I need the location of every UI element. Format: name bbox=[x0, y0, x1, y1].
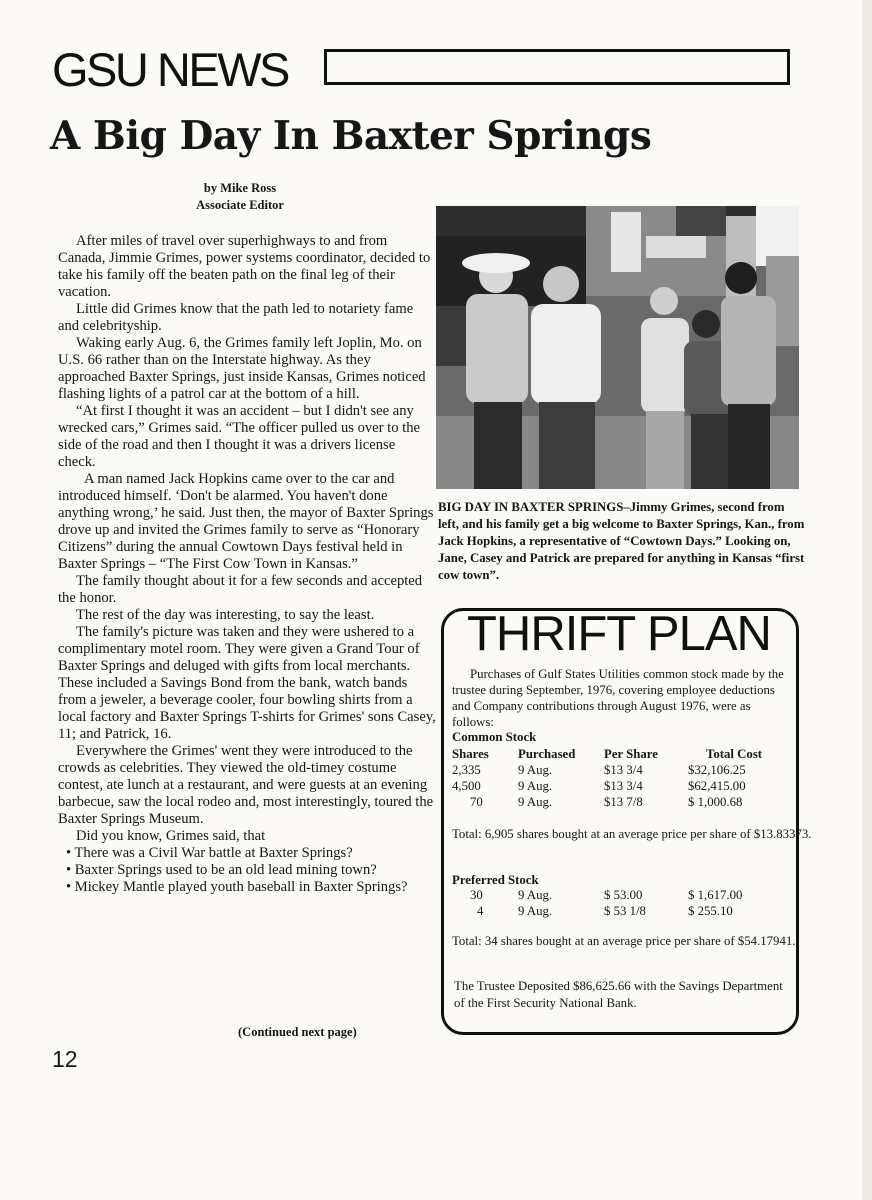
article-paragraph: A man named Jack Hopkins came over to the car and introduced himself. ‘Don't be alarmed. You haven't done anything wrong,’ he said. Just then, the mayor of Baxter Springs drove up and invited the Grimes family to serve as “Honorary Citizens” during the annual Cowtown Days festival held in Baxter Springs – “The First Cow Town in Kansas.” bbox=[58, 471, 434, 572]
byline-author: by Mike Ross bbox=[203, 181, 277, 195]
article-paragraph: Everywhere the Grimes' went they were introduced to the crowds as celebrities. They viewed the old-timey costume contest, ate lunch at a restaurant, and were guests at an evening barbecue, saw the local rodeo and, most interestingly, toured the Baxter Springs Museum. bbox=[58, 743, 434, 827]
common-row-per-share: $13 3/4 bbox=[604, 779, 643, 793]
common-row-purchased: 9 Aug. bbox=[518, 795, 553, 809]
preferred-row-total-cost: $ 255.10 bbox=[688, 904, 733, 918]
common-row-purchased: 9 Aug. bbox=[518, 779, 553, 793]
preferred-row-shares: 4 bbox=[477, 904, 484, 918]
common-row-shares: 70 bbox=[470, 795, 483, 809]
thrift-plan-closing: The Trustee Deposited $86,625.66 with the Savings Department of the First Security National Bank. bbox=[454, 979, 783, 1010]
common-row-total-cost: $32,106.25 bbox=[688, 763, 746, 777]
common-row-total-cost: $ 1,000.68 bbox=[688, 795, 743, 809]
article-bullet: • Mickey Mantle played youth baseball in Baxter Springs? bbox=[66, 879, 408, 895]
continued-note: (Continued next page) bbox=[238, 1025, 357, 1039]
common-row-per-share: $13 7/8 bbox=[604, 795, 643, 809]
page-number: 12 bbox=[52, 1046, 78, 1072]
common-row-per-share: $13 3/4 bbox=[604, 763, 643, 777]
common-stock-total: Total: 6,905 shares bought at an average price per share of $13.83373. bbox=[452, 827, 812, 841]
page-edge bbox=[862, 0, 872, 1200]
article-paragraph: After miles of travel over superhighways to and from Canada, Jimmie Grimes, power systems coordinator, decided to take his family off the beaten path on the final leg of their vacation. bbox=[58, 233, 431, 300]
article-paragraph: The family thought about it for a few seconds and accepted the honor. bbox=[58, 573, 423, 606]
preferred-row-purchased: 9 Aug. bbox=[518, 888, 553, 902]
table-header-purchased: Purchased bbox=[518, 747, 576, 761]
article-bullet: • There was a Civil War battle at Baxter Springs? bbox=[66, 845, 353, 861]
preferred-row-total-cost: $ 1,617.00 bbox=[688, 888, 743, 902]
article-bullet: • Baxter Springs used to be an old lead mining town? bbox=[66, 862, 377, 878]
article-paragraph: The rest of the day was interesting, to say the least. bbox=[76, 607, 375, 623]
common-row-total-cost: $62,415.00 bbox=[688, 779, 746, 793]
preferred-stock-title: Preferred Stock bbox=[452, 873, 539, 887]
common-stock-title: Common Stock bbox=[452, 730, 537, 744]
article-paragraph: The family's picture was taken and they were ushered to a complimentary motel room. They were given a Grand Tour of Baxter Springs and deluged with gifts from local merchants. These included a Savings Bond from the bank, watch bands from a jeweler, a beverage cooler, four bowling shirts from a local factory and Baxter Springs T-shirts for Grimes' sons Casey, 11; and Patrick, 16. bbox=[58, 624, 436, 742]
preferred-row-per-share: $ 53.00 bbox=[604, 888, 643, 902]
common-row-purchased: 9 Aug. bbox=[518, 763, 553, 777]
preferred-row-per-share: $ 53 1/8 bbox=[604, 904, 646, 918]
thrift-plan-intro: Purchases of Gulf States Utilities common stock made by the trustee during September, 1976, covering employee deductions and Company contributions through August 1976, were as follows: bbox=[452, 667, 784, 729]
preferred-stock-total: Total: 34 shares bought at an average price per share of $54.17941. bbox=[452, 934, 796, 948]
article-body bbox=[58, 233, 436, 896]
headline: A Big Day In Baxter Springs bbox=[50, 113, 652, 159]
article-paragraph: Waking early Aug. 6, the Grimes family left Joplin, Mo. on U.S. 66 rather than on the Interstate highway. As they approached Baxter Springs, just inside Kansas, Grimes noticed flashing lights of a patrol car at the bottom of a hill. bbox=[58, 335, 426, 402]
masthead-rule-box bbox=[324, 49, 790, 85]
table-header-total-cost: Total Cost bbox=[706, 747, 763, 761]
table-header-shares: Shares bbox=[452, 747, 489, 761]
news-photo bbox=[436, 206, 799, 489]
masthead bbox=[52, 44, 798, 96]
byline-role: Associate Editor bbox=[196, 198, 284, 212]
article-paragraph: Did you know, Grimes said, that bbox=[76, 828, 266, 844]
article-paragraph: “At first I thought it was an accident – but I didn't see any wrecked cars,” Grimes said. “The officer pulled us over to the side of the road and then I thought it was a drivers license check. bbox=[58, 403, 421, 470]
thrift-plan-title: THRIFT PLAN bbox=[467, 607, 771, 661]
masthead-title: GSU NEWS bbox=[52, 43, 288, 96]
preferred-row-shares: 30 bbox=[470, 888, 483, 902]
table-header-per-share: Per Share bbox=[604, 747, 658, 761]
byline bbox=[150, 180, 330, 214]
article-paragraph: Little did Grimes know that the path led to notariety fame and celebrityship. bbox=[58, 301, 414, 334]
preferred-row-purchased: 9 Aug. bbox=[518, 904, 553, 918]
common-row-shares: 4,500 bbox=[452, 779, 481, 793]
common-row-shares: 2,335 bbox=[452, 763, 481, 777]
photo-illustration bbox=[436, 206, 799, 489]
photo-caption: BIG DAY IN BAXTER SPRINGS–Jimmy Grimes, second from left, and his family get a big welcome to Baxter Springs, Kan., from Jack Hopkins, a representative of “Cowtown Days.” Looking on, Jane, Casey and Patrick are prepared for anything in Kansas “first cow town”. bbox=[438, 500, 805, 582]
